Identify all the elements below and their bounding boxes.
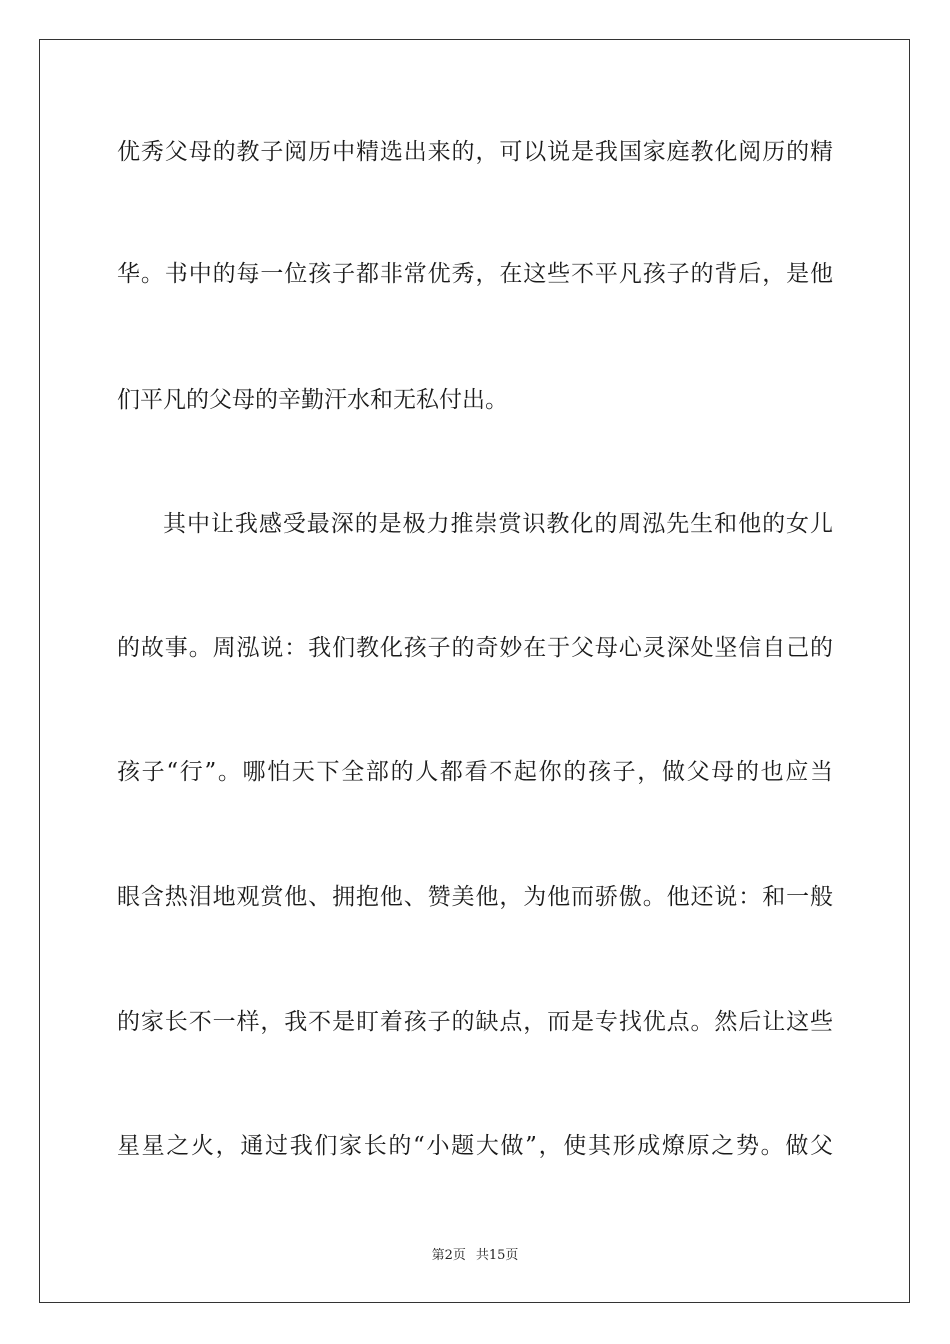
text-line-7: 眼含热泪地观赏他、拥抱他、赞美他，为他而骄傲。他还说：和一般 bbox=[117, 884, 833, 910]
text-line-6: 孩子“行”。哪怕天下全部的人都看不起你的孩子，做父母的也应当 bbox=[117, 759, 833, 785]
page-number: 第2页 bbox=[431, 1248, 466, 1263]
text-line-5: 的故事。周泓说：我们教化孩子的奇妙在于父母心灵深处坚信自己的 bbox=[117, 635, 833, 661]
text-line-8: 的家长不一样，我不是盯着孩子的缺点，而是专找优点。然后让这些 bbox=[117, 1009, 833, 1035]
total-pages: 共15页 bbox=[475, 1248, 519, 1263]
text-line-2: 华。书中的每一位孩子都非常优秀，在这些不平凡孩子的背后，是他 bbox=[117, 261, 833, 287]
page-border bbox=[39, 39, 910, 1303]
page-footer bbox=[0, 1247, 950, 1265]
text-line-3: 们平凡的父母的辛勤汗水和无私付出。 bbox=[117, 387, 508, 413]
text-line-4: 其中让我感受最深的是极力推崇赏识教化的周泓先生和他的女儿 bbox=[163, 511, 833, 537]
text-line-1: 优秀父母的教子阅历中精选出来的，可以说是我国家庭教化阅历的精 bbox=[117, 139, 833, 165]
text-line-9: 星星之火，通过我们家长的“小题大做”，使其形成燎原之势。做父 bbox=[117, 1133, 833, 1159]
